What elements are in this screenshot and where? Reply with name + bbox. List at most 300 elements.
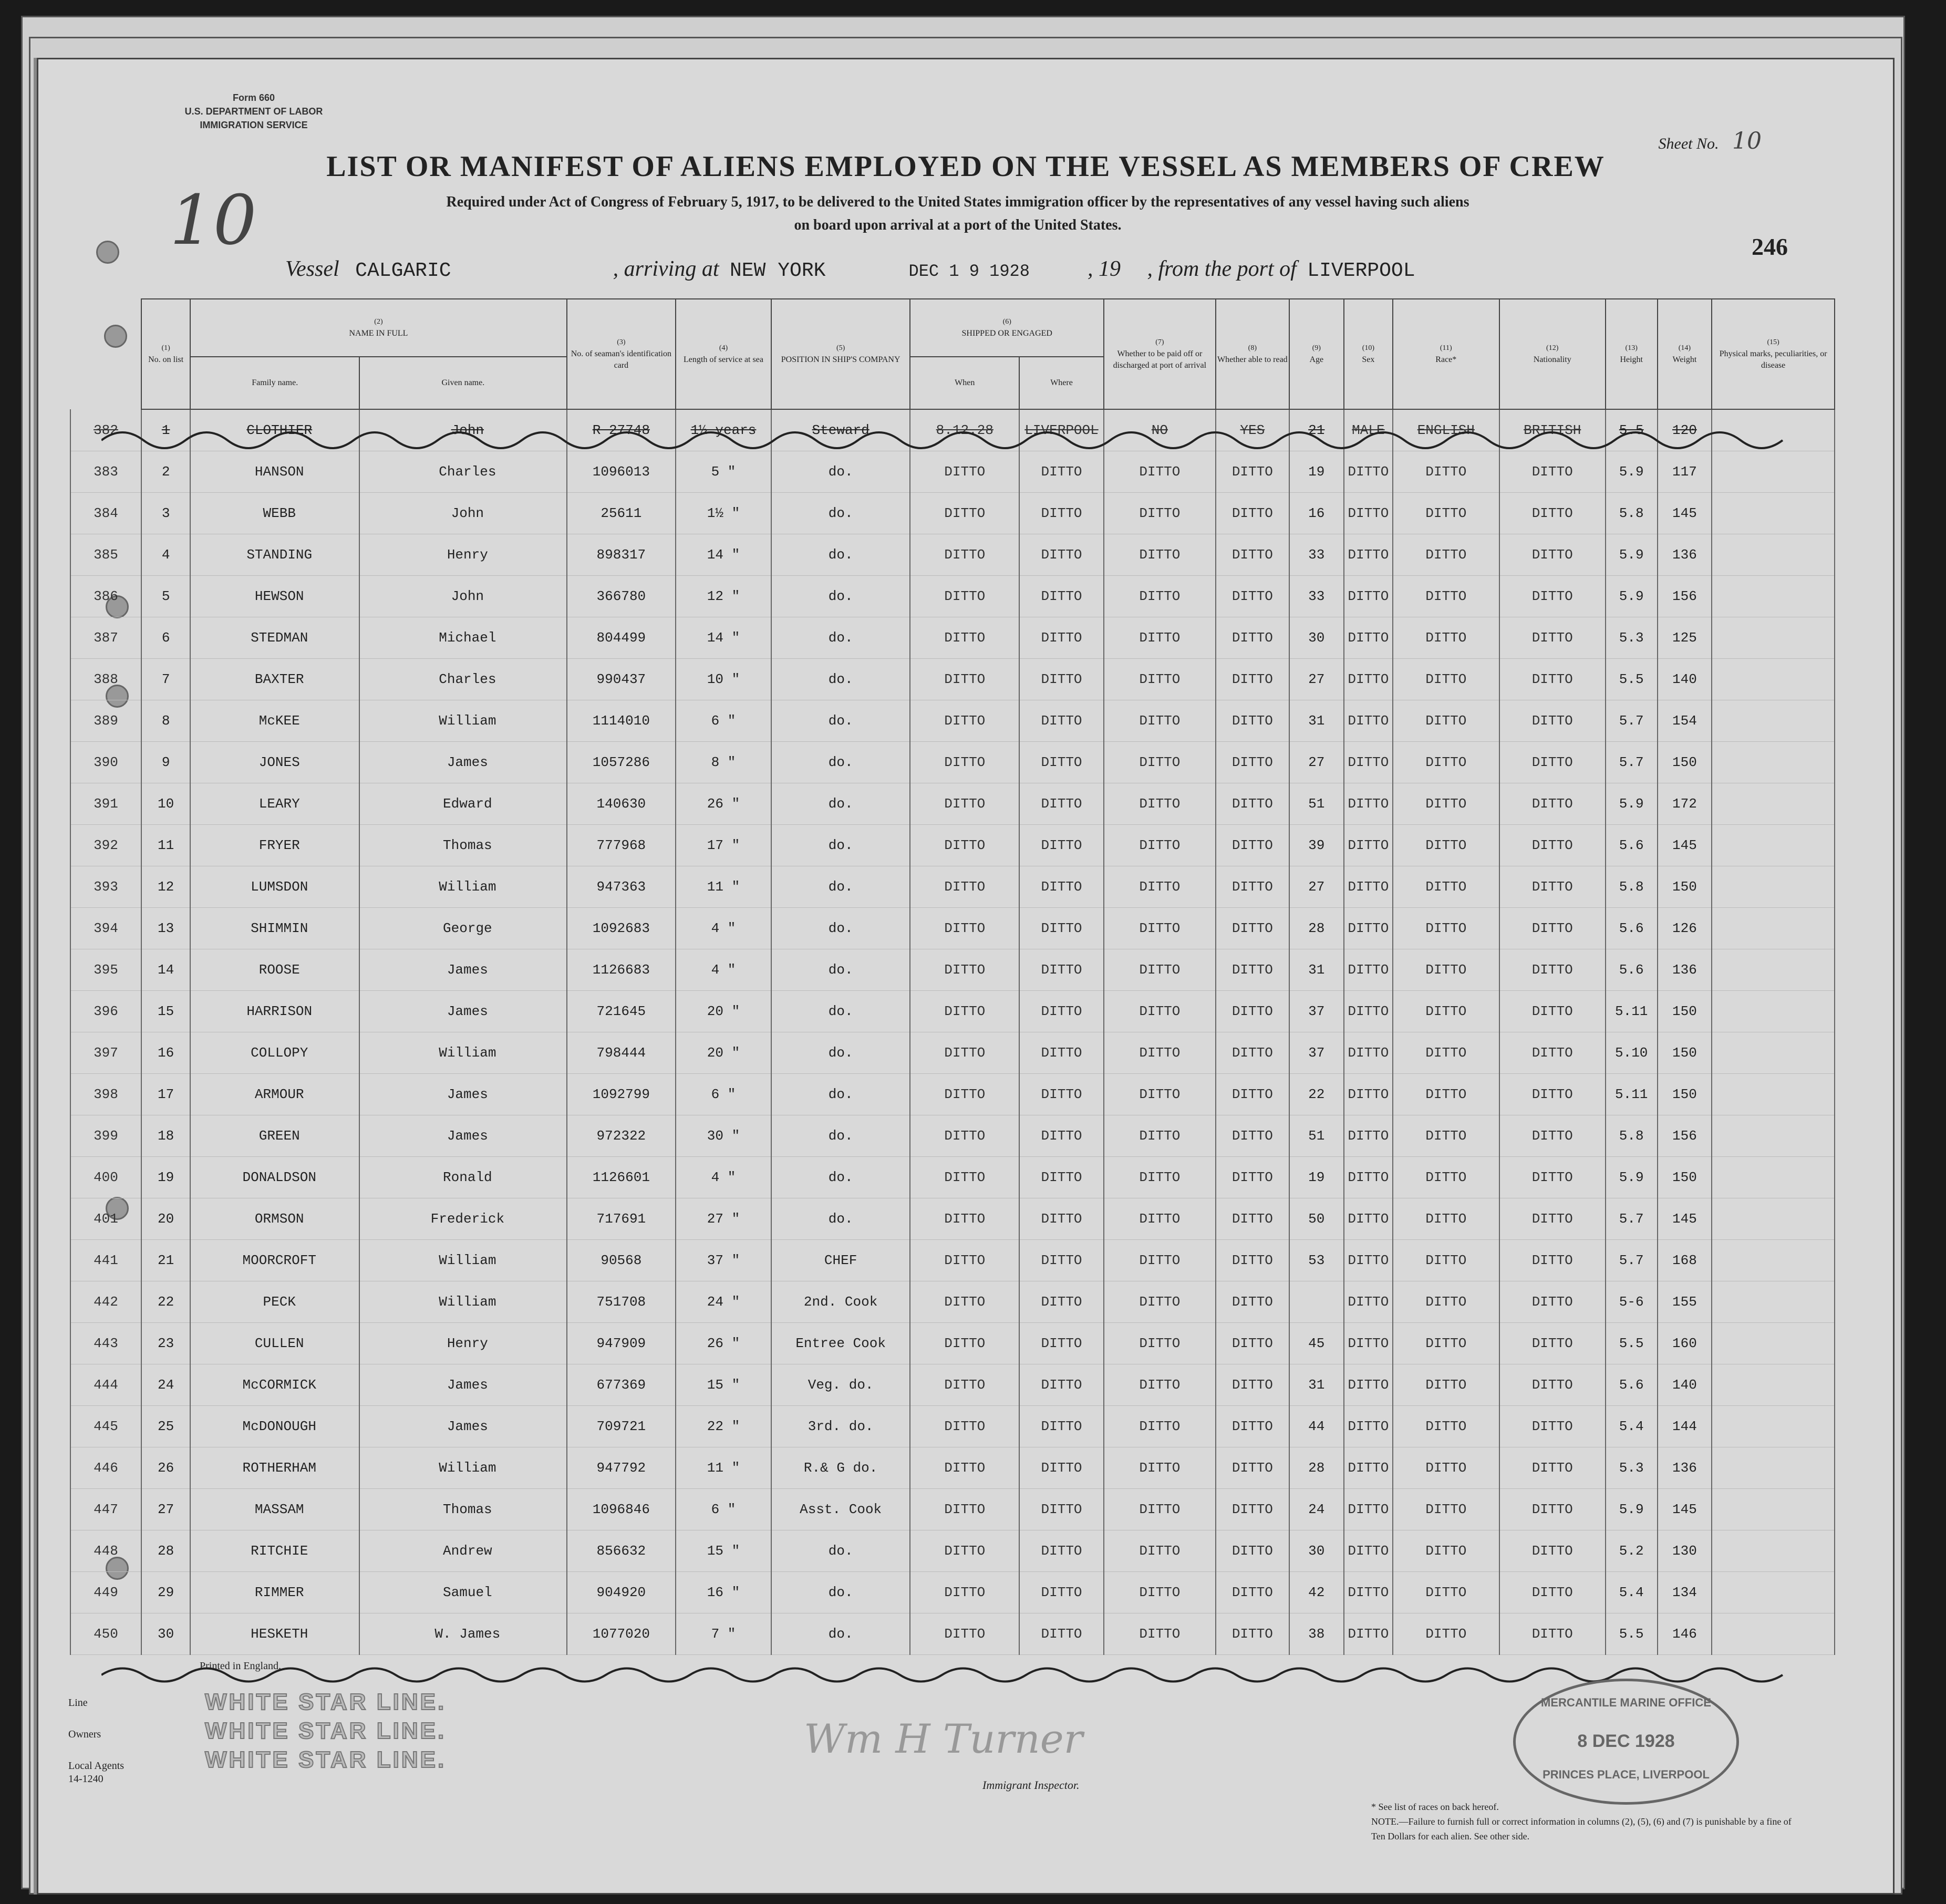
sex-cell: DITTO <box>1344 576 1393 617</box>
physical-marks-cell <box>1712 493 1835 534</box>
position-cell: do. <box>771 617 910 659</box>
age-cell: 37 <box>1289 991 1344 1032</box>
nationality-cell: DITTO <box>1499 1240 1606 1281</box>
sex-cell: DITTO <box>1344 617 1393 659</box>
id-card-number-cell: 804499 <box>567 617 676 659</box>
physical-marks-cell <box>1712 949 1835 991</box>
weight-cell: 144 <box>1658 1406 1712 1447</box>
paid-off-cell: DITTO <box>1104 1323 1216 1364</box>
physical-marks-cell <box>1712 991 1835 1032</box>
height-cell: 5.4 <box>1606 1572 1658 1613</box>
header-when: When <box>910 357 1019 409</box>
shipped-where-cell: DITTO <box>1019 534 1104 576</box>
sequence-number-cell: 393 <box>70 866 141 908</box>
id-card-number-cell: 140630 <box>567 783 676 825</box>
crew-manifest-table <box>70 298 1835 1655</box>
paid-off-cell: DITTO <box>1104 1157 1216 1198</box>
shipped-when-cell: DITTO <box>910 1198 1019 1240</box>
position-cell: do. <box>771 1572 910 1613</box>
position-cell: do. <box>771 1115 910 1157</box>
list-number-cell: 3 <box>141 493 190 534</box>
from-label: , from the port of <box>1147 257 1297 281</box>
line-stamp: WHITE STAR LINE. <box>205 1689 447 1715</box>
id-card-number-cell: 721645 <box>567 991 676 1032</box>
shipped-when-cell: DITTO <box>910 659 1019 700</box>
position-cell: do. <box>771 451 910 493</box>
table-row <box>70 742 1835 783</box>
shipped-when-cell: DITTO <box>910 1115 1019 1157</box>
shipped-where-cell: DITTO <box>1019 451 1104 493</box>
able-to-read-cell: DITTO <box>1216 1406 1289 1447</box>
able-to-read-cell: DITTO <box>1216 1240 1289 1281</box>
nationality-cell: DITTO <box>1499 908 1606 949</box>
given-name-cell: William <box>359 1447 566 1489</box>
manifest-sheet <box>37 58 1895 1895</box>
height-cell: 5.6 <box>1606 908 1658 949</box>
sequence-number-cell: 447 <box>70 1489 141 1530</box>
age-cell: 16 <box>1289 493 1344 534</box>
nationality-cell: DITTO <box>1499 991 1606 1032</box>
table-row <box>70 1115 1835 1157</box>
shipped-when-cell: DITTO <box>910 493 1019 534</box>
able-to-read-cell: DITTO <box>1216 1530 1289 1572</box>
given-name-cell: Thomas <box>359 825 566 866</box>
shipped-where-cell: DITTO <box>1019 576 1104 617</box>
weight-cell: 134 <box>1658 1572 1712 1613</box>
sequence-number-cell: 399 <box>70 1115 141 1157</box>
physical-marks-cell <box>1712 742 1835 783</box>
position-cell: do. <box>771 991 910 1032</box>
header-age: (9) Age <box>1289 299 1344 409</box>
nationality-cell: DITTO <box>1499 659 1606 700</box>
able-to-read-cell: DITTO <box>1216 534 1289 576</box>
family-name-cell: LEARY <box>190 783 359 825</box>
race-cell: DITTO <box>1393 991 1499 1032</box>
shipped-where-cell: DITTO <box>1019 659 1104 700</box>
race-cell: DITTO <box>1393 1074 1499 1115</box>
shipped-when-cell: DITTO <box>910 1157 1019 1198</box>
nationality-cell: DITTO <box>1499 1530 1606 1572</box>
id-card-number-cell: R 27748 <box>567 409 676 451</box>
list-number-cell: 5 <box>141 576 190 617</box>
physical-marks-cell <box>1712 1530 1835 1572</box>
physical-marks-cell <box>1712 1572 1835 1613</box>
shipped-where-cell: DITTO <box>1019 1447 1104 1489</box>
height-cell: 5.3 <box>1606 617 1658 659</box>
weight-cell: 120 <box>1658 409 1712 451</box>
height-cell: 5.3 <box>1606 1447 1658 1489</box>
paid-off-cell: DITTO <box>1104 1447 1216 1489</box>
sequence-number-cell: 396 <box>70 991 141 1032</box>
family-name-cell: HEWSON <box>190 576 359 617</box>
sequence-number-cell: 448 <box>70 1530 141 1572</box>
sequence-number-cell: 444 <box>70 1364 141 1406</box>
age-cell: 42 <box>1289 1572 1344 1613</box>
list-number-cell: 15 <box>141 991 190 1032</box>
family-name-cell: ARMOUR <box>190 1074 359 1115</box>
manifest-title: LIST OR MANIFEST OF ALIENS EMPLOYED ON THE VESSEL AS MEMBERS OF CREW <box>326 150 1605 183</box>
able-to-read-cell: DITTO <box>1216 783 1289 825</box>
weight-cell: 136 <box>1658 949 1712 991</box>
id-card-number-cell: 798444 <box>567 1032 676 1074</box>
physical-marks-cell <box>1712 1032 1835 1074</box>
race-cell: DITTO <box>1393 1447 1499 1489</box>
height-cell: 5.8 <box>1606 493 1658 534</box>
shipped-where-cell: DITTO <box>1019 825 1104 866</box>
given-name-cell: Andrew <box>359 1530 566 1572</box>
id-card-number-cell: 1126601 <box>567 1157 676 1198</box>
id-card-number-cell: 717691 <box>567 1198 676 1240</box>
physical-marks-cell <box>1712 1074 1835 1115</box>
sequence-number-cell: 391 <box>70 783 141 825</box>
age-cell: 51 <box>1289 1115 1344 1157</box>
age-cell <box>1289 1281 1344 1323</box>
sex-cell: DITTO <box>1344 949 1393 991</box>
list-number-cell: 11 <box>141 825 190 866</box>
shipped-where-cell: DITTO <box>1019 1406 1104 1447</box>
table-row <box>70 1613 1835 1655</box>
shipped-when-cell: DITTO <box>910 742 1019 783</box>
sex-cell: DITTO <box>1344 1489 1393 1530</box>
able-to-read-cell: DITTO <box>1216 1323 1289 1364</box>
length-of-service-cell: 1½ years <box>676 409 771 451</box>
list-number-cell: 14 <box>141 949 190 991</box>
given-name-cell: William <box>359 1032 566 1074</box>
id-card-number-cell: 677369 <box>567 1364 676 1406</box>
able-to-read-cell: DITTO <box>1216 1074 1289 1115</box>
family-name-cell: MOORCROFT <box>190 1240 359 1281</box>
shipped-where-cell: DITTO <box>1019 1572 1104 1613</box>
height-cell: 5.10 <box>1606 1032 1658 1074</box>
shipped-where-cell: DITTO <box>1019 1364 1104 1406</box>
shipped-where-cell: DITTO <box>1019 1323 1104 1364</box>
nationality-cell: DITTO <box>1499 825 1606 866</box>
age-cell: 19 <box>1289 1157 1344 1198</box>
weight-cell: 168 <box>1658 1240 1712 1281</box>
handwritten-corner-number: 10 <box>170 180 257 260</box>
weight-cell: 150 <box>1658 1074 1712 1115</box>
paid-off-cell: DITTO <box>1104 1074 1216 1115</box>
able-to-read-cell: DITTO <box>1216 576 1289 617</box>
age-cell: 27 <box>1289 866 1344 908</box>
sex-cell: DITTO <box>1344 1323 1393 1364</box>
header-where: Where <box>1019 357 1104 409</box>
height-cell: 5.6 <box>1606 825 1658 866</box>
nationality-cell: DITTO <box>1499 1281 1606 1323</box>
race-cell: DITTO <box>1393 949 1499 991</box>
sex-cell: DITTO <box>1344 1240 1393 1281</box>
shipped-when-cell: DITTO <box>910 576 1019 617</box>
shipped-where-cell: DITTO <box>1019 783 1104 825</box>
family-name-cell: FRYER <box>190 825 359 866</box>
position-cell: R.& G do. <box>771 1447 910 1489</box>
shipped-where-cell: DITTO <box>1019 1032 1104 1074</box>
sequence-number-cell: 401 <box>70 1198 141 1240</box>
shipped-when-cell: DITTO <box>910 1613 1019 1655</box>
sex-cell: DITTO <box>1344 1157 1393 1198</box>
sequence-number-cell: 449 <box>70 1572 141 1613</box>
nationality-cell: DITTO <box>1499 1323 1606 1364</box>
able-to-read-cell: DITTO <box>1216 991 1289 1032</box>
given-name-cell: James <box>359 742 566 783</box>
physical-marks-cell <box>1712 1157 1835 1198</box>
paid-off-cell: DITTO <box>1104 1489 1216 1530</box>
age-cell: 24 <box>1289 1489 1344 1530</box>
height-cell: 5.9 <box>1606 1489 1658 1530</box>
given-name-cell: George <box>359 908 566 949</box>
position-cell: 2nd. Cook <box>771 1281 910 1323</box>
length-of-service-cell: 24 " <box>676 1281 771 1323</box>
id-card-number-cell: 1092799 <box>567 1074 676 1115</box>
family-name-cell: PECK <box>190 1281 359 1323</box>
family-name-cell: JONES <box>190 742 359 783</box>
able-to-read-cell: DITTO <box>1216 742 1289 783</box>
shipped-where-cell: DITTO <box>1019 866 1104 908</box>
shipped-where-cell: DITTO <box>1019 1613 1104 1655</box>
sequence-number-cell: 397 <box>70 1032 141 1074</box>
family-name-cell: McDONOUGH <box>190 1406 359 1447</box>
id-card-number-cell: 709721 <box>567 1406 676 1447</box>
given-name-cell: Michael <box>359 617 566 659</box>
age-cell: 27 <box>1289 659 1344 700</box>
nationality-cell: DITTO <box>1499 742 1606 783</box>
list-number-cell: 10 <box>141 783 190 825</box>
able-to-read-cell: DITTO <box>1216 1281 1289 1323</box>
table-row <box>70 991 1835 1032</box>
length-of-service-cell: 6 " <box>676 1489 771 1530</box>
nationality-cell: DITTO <box>1499 949 1606 991</box>
sex-cell: DITTO <box>1344 783 1393 825</box>
age-cell: 22 <box>1289 1074 1344 1115</box>
height-cell: 5.5 <box>1606 409 1658 451</box>
age-cell: 51 <box>1289 783 1344 825</box>
family-name-cell: McCORMICK <box>190 1364 359 1406</box>
height-cell: 5.8 <box>1606 1115 1658 1157</box>
header-no-on-list: (1) No. on list <box>141 299 190 409</box>
table-row <box>70 1530 1835 1572</box>
sequence-column-header <box>70 299 141 409</box>
sex-cell: DITTO <box>1344 493 1393 534</box>
age-cell: 53 <box>1289 1240 1344 1281</box>
age-cell: 19 <box>1289 451 1344 493</box>
weight-cell: 145 <box>1658 493 1712 534</box>
sequence-number-cell: 441 <box>70 1240 141 1281</box>
header-height: (13) Height <box>1606 299 1658 409</box>
height-cell: 5.9 <box>1606 534 1658 576</box>
given-name-cell: John <box>359 409 566 451</box>
table-row <box>70 1281 1835 1323</box>
arrival-date: DEC 1 9 1928 <box>908 262 1030 281</box>
able-to-read-cell: DITTO <box>1216 1447 1289 1489</box>
length-of-service-cell: 10 " <box>676 659 771 700</box>
nationality-cell: BRITISH <box>1499 409 1606 451</box>
able-to-read-cell: DITTO <box>1216 493 1289 534</box>
length-of-service-cell: 22 " <box>676 1406 771 1447</box>
able-to-read-cell: DITTO <box>1216 1157 1289 1198</box>
length-of-service-cell: 30 " <box>676 1115 771 1157</box>
age-cell: 33 <box>1289 534 1344 576</box>
vessel-line <box>285 256 1809 282</box>
header-id-card: (3) No. of seaman's identification card <box>567 299 676 409</box>
family-name-cell: STANDING <box>190 534 359 576</box>
sheet-number-label: Sheet No. <box>1658 135 1719 152</box>
given-name-cell: William <box>359 700 566 742</box>
list-number-cell: 7 <box>141 659 190 700</box>
position-cell: do. <box>771 783 910 825</box>
height-cell: 5.9 <box>1606 1157 1658 1198</box>
weight-cell: 155 <box>1658 1281 1712 1323</box>
position-cell: do. <box>771 534 910 576</box>
physical-marks-cell <box>1712 1115 1835 1157</box>
physical-marks-cell <box>1712 908 1835 949</box>
length-of-service-cell: 26 " <box>676 783 771 825</box>
weight-cell: 136 <box>1658 1447 1712 1489</box>
physical-marks-cell <box>1712 700 1835 742</box>
shipped-when-cell: DITTO <box>910 866 1019 908</box>
position-cell: do. <box>771 742 910 783</box>
weight-cell: 150 <box>1658 742 1712 783</box>
family-name-cell: CULLEN <box>190 1323 359 1364</box>
physical-marks-cell <box>1712 1240 1835 1281</box>
sex-cell: DITTO <box>1344 451 1393 493</box>
vessel-label: Vessel <box>285 257 339 281</box>
shipped-when-cell: DITTO <box>910 1032 1019 1074</box>
sex-cell: DITTO <box>1344 659 1393 700</box>
weight-cell: 117 <box>1658 451 1712 493</box>
paid-off-cell: DITTO <box>1104 617 1216 659</box>
nationality-cell: DITTO <box>1499 576 1606 617</box>
list-number-cell: 18 <box>141 1115 190 1157</box>
list-number-cell: 21 <box>141 1240 190 1281</box>
able-to-read-cell: DITTO <box>1216 908 1289 949</box>
paid-off-cell: DITTO <box>1104 1115 1216 1157</box>
weight-cell: 140 <box>1658 1364 1712 1406</box>
nationality-cell: DITTO <box>1499 783 1606 825</box>
height-cell: 5.6 <box>1606 1364 1658 1406</box>
sequence-number-cell: 383 <box>70 451 141 493</box>
nationality-cell: DITTO <box>1499 1406 1606 1447</box>
sex-cell: DITTO <box>1344 700 1393 742</box>
height-cell: 5.5 <box>1606 659 1658 700</box>
given-name-cell: James <box>359 1115 566 1157</box>
sex-cell: DITTO <box>1344 1447 1393 1489</box>
position-cell: do. <box>771 1198 910 1240</box>
family-name-cell: ROOSE <box>190 949 359 991</box>
family-name-cell: ROTHERHAM <box>190 1447 359 1489</box>
table-row <box>70 576 1835 617</box>
age-cell: 28 <box>1289 908 1344 949</box>
position-cell: do. <box>771 908 910 949</box>
nationality-cell: DITTO <box>1499 617 1606 659</box>
length-of-service-cell: 37 " <box>676 1240 771 1281</box>
form-department: U.S. DEPARTMENT OF LABOR <box>184 106 323 117</box>
punch-hole <box>96 241 119 264</box>
height-cell: 5.7 <box>1606 742 1658 783</box>
sex-cell: DITTO <box>1344 1364 1393 1406</box>
form-service: IMMIGRATION SERVICE <box>200 120 308 130</box>
shipped-when-cell: DITTO <box>910 700 1019 742</box>
sex-cell: DITTO <box>1344 1074 1393 1115</box>
weight-cell: 172 <box>1658 783 1712 825</box>
length-of-service-cell: 11 " <box>676 1447 771 1489</box>
paid-off-cell: DITTO <box>1104 1406 1216 1447</box>
length-of-service-cell: 5 " <box>676 451 771 493</box>
paid-off-cell: DITTO <box>1104 1530 1216 1572</box>
age-cell: 50 <box>1289 1198 1344 1240</box>
given-name-cell: William <box>359 1240 566 1281</box>
list-number-cell: 8 <box>141 700 190 742</box>
table-row <box>70 493 1835 534</box>
sex-cell: DITTO <box>1344 866 1393 908</box>
family-name-cell: SHIMMIN <box>190 908 359 949</box>
physical-marks-cell <box>1712 866 1835 908</box>
shipped-where-cell: DITTO <box>1019 1281 1104 1323</box>
table-row <box>70 451 1835 493</box>
penalty-note: NOTE.—Failure to furnish full or correct information in columns (2), (5), (6) and (7) is punishable by a fine of Ten Dollars for each alien. See other side. <box>1371 1816 1792 1841</box>
age-cell: 21 <box>1289 409 1344 451</box>
shipped-where-cell: DITTO <box>1019 1157 1104 1198</box>
able-to-read-cell: DITTO <box>1216 1613 1289 1655</box>
year-label: , 19 <box>1088 257 1121 281</box>
able-to-read-cell: DITTO <box>1216 866 1289 908</box>
sex-cell: DITTO <box>1344 1281 1393 1323</box>
weight-cell: 140 <box>1658 659 1712 700</box>
nationality-cell: DITTO <box>1499 1447 1606 1489</box>
shipped-where-cell: DITTO <box>1019 742 1104 783</box>
sex-cell: DITTO <box>1344 825 1393 866</box>
given-name-cell: James <box>359 1074 566 1115</box>
race-cell: DITTO <box>1393 534 1499 576</box>
header-able-to-read: (8) Whether able to read <box>1216 299 1289 409</box>
race-cell: DITTO <box>1393 742 1499 783</box>
sequence-number-cell: 442 <box>70 1281 141 1323</box>
table-row <box>70 1240 1835 1281</box>
nationality-cell: DITTO <box>1499 1572 1606 1613</box>
table-row <box>70 659 1835 700</box>
sequence-number-cell: 443 <box>70 1323 141 1364</box>
table-row <box>70 908 1835 949</box>
list-number-cell: 30 <box>141 1613 190 1655</box>
nationality-cell: DITTO <box>1499 1364 1606 1406</box>
position-cell: Veg. do. <box>771 1364 910 1406</box>
table-row <box>70 825 1835 866</box>
sex-cell: DITTO <box>1344 1530 1393 1572</box>
family-name-cell: DONALDSON <box>190 1157 359 1198</box>
race-cell: DITTO <box>1393 1157 1499 1198</box>
given-name-cell: Edward <box>359 783 566 825</box>
race-cell: DITTO <box>1393 908 1499 949</box>
header-weight: (14) Weight <box>1658 299 1712 409</box>
id-card-number-cell: 947909 <box>567 1323 676 1364</box>
family-name-cell: HANSON <box>190 451 359 493</box>
id-card-number-cell: 1092683 <box>567 908 676 949</box>
physical-marks-cell <box>1712 1198 1835 1240</box>
nationality-cell: DITTO <box>1499 866 1606 908</box>
header-length-of-service: (4) Length of service at sea <box>676 299 771 409</box>
shipped-when-cell: 8.12.28 <box>910 409 1019 451</box>
id-card-number-cell: 856632 <box>567 1530 676 1572</box>
height-cell: 5.6 <box>1606 949 1658 991</box>
race-cell: DITTO <box>1393 825 1499 866</box>
length-of-service-cell: 1½ " <box>676 493 771 534</box>
height-cell: 5.4 <box>1606 1406 1658 1447</box>
length-of-service-cell: 6 " <box>676 1074 771 1115</box>
race-cell: DITTO <box>1393 1115 1499 1157</box>
age-cell: 37 <box>1289 1032 1344 1074</box>
table-row <box>70 949 1835 991</box>
length-of-service-cell: 4 " <box>676 908 771 949</box>
id-card-number-cell: 751708 <box>567 1281 676 1323</box>
